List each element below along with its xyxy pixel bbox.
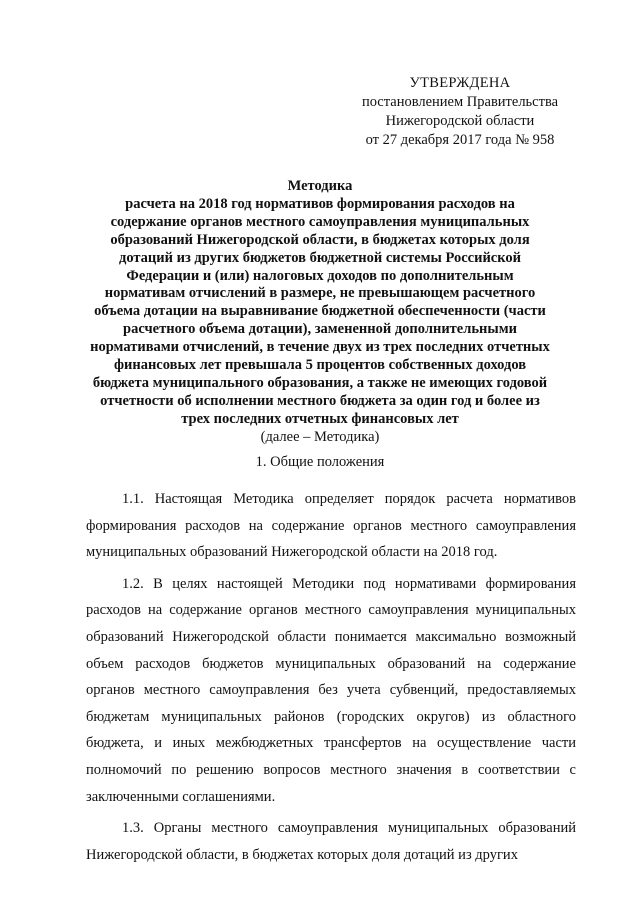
title-line: Федерации и (или) налоговых доходов по дополнительным [126, 267, 514, 284]
section-heading: 1. Общие положения [255, 454, 385, 470]
title-line: нормативами отчислений, в течение двух из трех последних отчетных [90, 339, 550, 356]
title-line: финансовых лет превышала 5 процентов собственных доходов [113, 357, 527, 374]
title-line: расчетного объема дотации), замененной дополнительными [123, 321, 517, 338]
approval-line: Нижегородской области [385, 113, 535, 129]
approval-stamp [330, 74, 590, 150]
title-line: дотаций из других бюджетов бюджетной системы Российской [118, 249, 522, 266]
document-body [86, 486, 576, 873]
title-line: нормативам отчислений в размере, не превышающем расчетного [104, 285, 536, 302]
paragraph-1-2: 1.2. В целях настоящей Методики под нормативами формирования расходов на содержание органов местного самоуправления муниципальных образований Нижегородской области понимается максимально возможный объем расходов бюджетов муниципальных образований на содержание органов местного самоуправления без учета субвенций, предоставляемых бюджетам муниципальных районов (городских округов) из областного бюджета, и иных межбюджетных трансфертов на осуществление части полномочий по решению вопросов местного значения в соответствии с заключенными соглашениями. [86, 575, 576, 805]
paragraph-1-1: 1.1. Настоящая Методика определяет порядок расчета нормативов формирования расходов на содержание органов местного самоуправления муниципальных образований Нижегородской области на 2018 год. [86, 491, 576, 561]
approval-line: постановлением Правительства [361, 94, 559, 110]
title-line: расчета на 2018 год нормативов формирования расходов на [125, 195, 515, 212]
title-line: объема дотации на выравнивание бюджетной обеспеченности (части [94, 303, 546, 320]
approval-line: от 27 декабря 2017 года № 958 [365, 132, 555, 148]
title-suffix: (далее – Методика) [260, 428, 380, 445]
title-line: образований Нижегородской области, в бюджетах которых доля [110, 231, 530, 248]
title-heading: Методика [287, 178, 353, 194]
paragraph-1-3: 1.3. Органы местного самоуправления муниципальных образований Нижегородской области, в бюджетах которых доля дотаций из других [86, 820, 576, 863]
approval-heading: УТВЕРЖДЕНА [409, 75, 511, 91]
title-line: трех последних отчетных финансовых лет [181, 410, 459, 427]
document-title [80, 178, 560, 447]
title-line: содержание органов местного самоуправления муниципальных [110, 213, 530, 230]
title-line: отчетности об исполнении местного бюджета за один год и более из [100, 392, 540, 409]
title-line: бюджета муниципального образования, а также не имеющих годовой [92, 374, 548, 391]
